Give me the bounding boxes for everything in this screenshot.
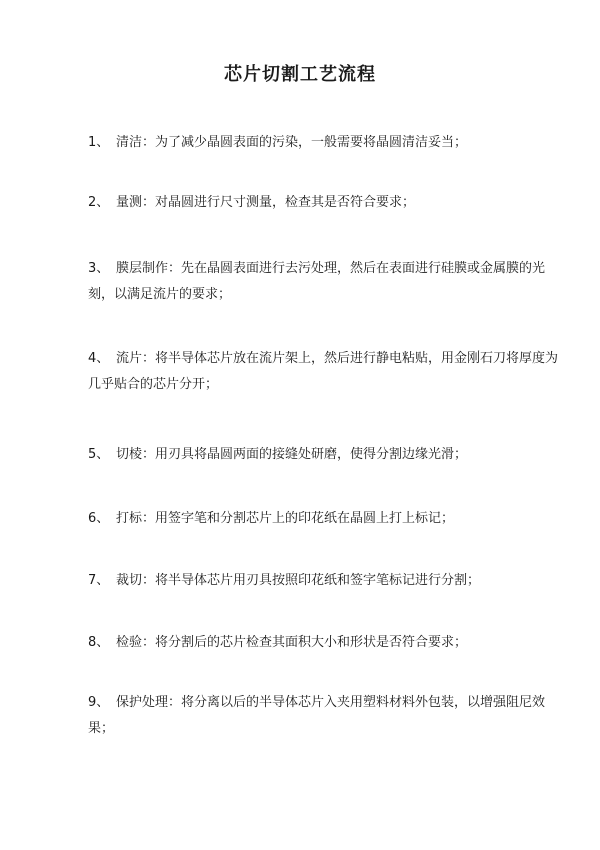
step-item [88,256,558,308]
step-item [88,346,558,398]
document-title: 芯片切割工艺流程 [224,64,376,85]
step-number: 7、 [88,573,110,588]
step-number: 2、 [88,195,110,210]
step-number: 3、 [88,261,110,276]
step-text: 清洁：为了减少晶圆表面的污染，一般需要将晶圆清洁妥当； [116,135,468,150]
step-text: 膜层制作：先在晶圆表面进行去污处理，然后在表面进行硅膜或金属膜的光刻，以满足流片的要求； [88,261,546,302]
step-number: 5、 [88,447,110,462]
step-text: 量测：对晶圆进行尺寸测量，检查其是否符合要求； [116,195,416,210]
step-item [88,568,558,594]
step-number: 8、 [88,635,110,650]
step-text: 裁切：将半导体芯片用刃具按照印花纸和签字笔标记进行分割； [116,573,481,588]
step-text: 检验：将分割后的芯片检查其面积大小和形状是否符合要求； [116,635,468,650]
step-item [88,506,558,532]
step-item [88,442,558,468]
step-text: 打标：用签字笔和分割芯片上的印花纸在晶圆上打上标记； [116,511,455,526]
step-item [88,190,558,216]
step-item [88,690,558,742]
step-item [88,130,558,156]
step-number: 9、 [88,695,110,710]
step-number: 6、 [88,511,110,526]
step-text: 保护处理：将分离以后的半导体芯片入夹用塑料材料外包装，以增强阻尼效果； [88,695,546,736]
step-number: 4、 [88,351,110,366]
step-item [88,630,558,656]
step-number: 1、 [88,135,110,150]
step-text: 切棱：用刃具将晶圆两面的接缝处研磨，使得分割边缘光滑； [116,447,468,462]
step-text: 流片：将半导体芯片放在流片架上，然后进行静电粘贴，用金刚石刀将厚度为几乎贴合的芯片分开； [88,351,559,392]
